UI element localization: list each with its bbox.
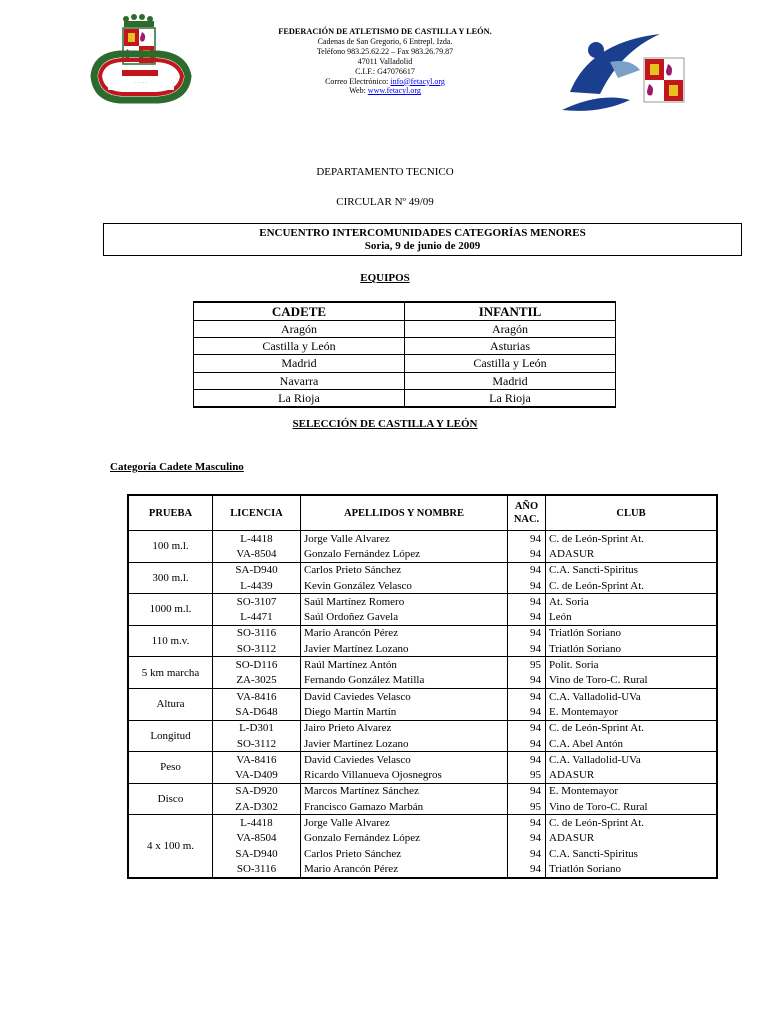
licence-cell: L-4418 [213,815,301,831]
birth-year-cell: 94 [508,609,546,625]
athlete-name-cell: Jorge Valle Alvarez [301,531,508,547]
club-cell: Vino de Toro-C. Rural [546,799,718,815]
birth-year-cell: 94 [508,861,546,877]
table-row [128,720,717,736]
web-label: Web: [349,86,368,96]
athlete-name-cell: David Caviedes Velasco [301,688,508,704]
svg-text:· · · · ·: · · · · · [135,80,147,85]
licence-cell: L-4471 [213,609,301,625]
table-row [128,578,717,594]
athlete-name-cell: Carlos Prieto Sánchez [301,562,508,578]
teams-header-cadete: CADETE [194,302,405,321]
federation-address: Cadenas de San Gregorio, 6 Entrepl. Izda. [317,36,453,46]
licence-cell: L-4439 [213,578,301,594]
team-cell: La Rioja [405,389,616,407]
category-heading: Categoría Cadete Masculino [110,461,244,473]
licence-cell: VA-8416 [213,752,301,768]
licence-cell: SO-D116 [213,657,301,673]
licence-cell: SO-3112 [213,641,301,657]
athlete-name-cell: Fernando González Matilla [301,673,508,689]
birth-year-cell: 94 [508,625,546,641]
licence-cell: SA-D940 [213,562,301,578]
web-link[interactable]: www.fetacyl.org [367,86,421,96]
athlete-name-cell: Javier Martínez Lozano [301,736,508,752]
club-cell: C.A. Valladolid-UVa [546,752,718,768]
department-label: DEPARTAMENTO TECNICO [316,166,454,178]
table-row [128,783,717,799]
club-cell: C. de León-Sprint At. [546,531,718,547]
team-cell: Madrid [194,355,405,372]
licence-cell: SO-3116 [213,861,301,877]
col-header-licencia: LICENCIA [213,495,301,531]
federation-phone: Teléfono 983.25.62.22 – Fax 983.26.79.87 [316,46,454,56]
athlete-name-cell: Marcos Martínez Sánchez [301,783,508,799]
col-header-prueba: PRUEBA [128,495,213,531]
event-name-cell: Longitud [128,720,213,752]
results-table [127,494,718,879]
event-title-box [103,223,742,256]
birth-year-cell: 94 [508,846,546,861]
table-row [128,625,717,641]
licence-cell: SO-3116 [213,625,301,641]
birth-year-cell: 94 [508,546,546,562]
col-header-ano: AÑO NAC. [508,495,546,531]
licence-cell: SO-3107 [213,594,301,610]
birth-year-cell: 94 [508,720,546,736]
col-header-nombre: APELLIDOS Y NOMBRE [301,495,508,531]
athlete-name-cell: Jairo Prieto Alvarez [301,720,508,736]
club-cell: C. de León-Sprint At. [546,720,718,736]
birth-year-cell: 95 [508,767,546,783]
team-cell: La Rioja [194,389,405,407]
athlete-name-cell: Carlos Prieto Sánchez [301,846,508,861]
federation-logo [86,14,196,116]
licence-cell: SA-D920 [213,783,301,799]
teams-heading: EQUIPOS [360,272,410,284]
licence-cell: L-D301 [213,720,301,736]
licence-cell: L-4418 [213,531,301,547]
col-header-club: CLUB [546,495,718,531]
email-link[interactable]: info@fetacyl.org [390,76,445,86]
team-cell: Castilla y León [405,355,616,372]
event-name-cell: 110 m.v. [128,625,213,657]
selection-heading: SELECCIÓN DE CASTILLA Y LEÓN [292,418,478,430]
castilla-leon-logo [560,22,692,118]
circular-number: CIRCULAR Nº 49/09 [336,196,434,208]
club-cell: E. Montemayor [546,704,718,720]
licence-cell: ZA-D302 [213,799,301,815]
licence-cell: SA-D648 [213,704,301,720]
club-cell: E. Montemayor [546,783,718,799]
event-name-cell: 100 m.l. [128,531,213,563]
federation-email-line [240,77,530,87]
athlete-name-cell: Gonzalo Fernández López [301,831,508,846]
federation-header [240,27,530,96]
birth-year-cell: 94 [508,562,546,578]
event-place-date: Soria, 9 de junio de 2009 [364,240,481,252]
federation-web-line [240,86,530,96]
event-name-cell: Altura [128,688,213,720]
athlete-name-cell: Jorge Valle Alvarez [301,815,508,831]
club-cell: C.A. Sancti-Spiritus [546,846,718,861]
teams-header-infantil: INFANTIL [405,302,616,321]
table-row [128,641,717,657]
federation-name: FEDERACIÓN DE ATLETISMO DE CASTILLA Y LEÓN. [278,27,492,36]
table-row [128,815,717,831]
table-row [128,861,717,877]
birth-year-cell: 94 [508,531,546,547]
table-row [128,752,717,768]
birth-year-cell: 94 [508,578,546,594]
team-cell: Madrid [405,372,616,389]
table-row [128,594,717,610]
table-row [128,831,717,846]
table-row [128,767,717,783]
athlete-name-cell: Diego Martín Martín [301,704,508,720]
licence-cell: SA-D940 [213,846,301,861]
club-cell: C.A. Valladolid-UVa [546,688,718,704]
club-cell: Triatlón Soriano [546,641,718,657]
event-name-cell: Disco [128,783,213,815]
club-cell: Triatlón Soriano [546,861,718,877]
birth-year-cell: 94 [508,783,546,799]
teams-table [193,301,616,408]
team-cell: Aragón [405,321,616,338]
athlete-name-cell: Ricardo Villanueva Ojosnegros [301,767,508,783]
team-cell: Aragón [194,321,405,338]
team-cell: Asturias [405,338,616,355]
table-row [128,531,717,547]
table-row [128,799,717,815]
table-row [128,546,717,562]
email-label: Correo Electrónico: [325,76,391,86]
athlete-name-cell: Raúl Martínez Antón [301,657,508,673]
athlete-name-cell: Saúl Martínez Romero [301,594,508,610]
athlete-name-cell: David Caviedes Velasco [301,752,508,768]
event-name-cell: Peso [128,752,213,784]
birth-year-cell: 94 [508,736,546,752]
birth-year-cell: 94 [508,641,546,657]
club-cell: At. Soria [546,594,718,610]
athlete-name-cell: Mario Arancón Pérez [301,625,508,641]
team-cell: Castilla y León [194,338,405,355]
birth-year-cell: 94 [508,688,546,704]
event-name-cell: 5 km marcha [128,657,213,689]
birth-year-cell: 94 [508,594,546,610]
club-cell: C.A. Sancti-Spiritus [546,562,718,578]
table-row [128,673,717,689]
team-cell: Navarra [194,372,405,389]
event-title: ENCUENTRO INTERCOMUNIDADES CATEGORÍAS MENORES [259,227,586,239]
athlete-name-cell: Mario Arancón Pérez [301,861,508,877]
club-cell: C.A. Abel Antón [546,736,718,752]
table-row [128,846,717,861]
athlete-name-cell: Javier Martínez Lozano [301,641,508,657]
club-cell: Polit. Soria [546,657,718,673]
club-cell: ADASUR [546,546,718,562]
licence-cell: VA-D409 [213,767,301,783]
table-row [128,704,717,720]
club-cell: ADASUR [546,767,718,783]
club-cell: Vino de Toro-C. Rural [546,673,718,689]
licence-cell: VA-8504 [213,831,301,846]
athlete-name-cell: Kevin González Velasco [301,578,508,594]
table-row [128,736,717,752]
licence-cell: VA-8416 [213,688,301,704]
athlete-name-cell: Gonzalo Fernández López [301,546,508,562]
table-row [128,609,717,625]
club-cell: León [546,609,718,625]
table-row [128,688,717,704]
event-name-cell: 1000 m.l. [128,594,213,626]
event-name-cell: 4 x 100 m. [128,815,213,878]
birth-year-cell: 94 [508,752,546,768]
table-row [128,562,717,578]
club-cell: ADASUR [546,831,718,846]
birth-year-cell: 95 [508,657,546,673]
club-cell: Triatlón Soriano [546,625,718,641]
federation-cif: C.I.F.: G47076617 [355,66,415,76]
athlete-name-cell: Saúl Ordoñez Gavela [301,609,508,625]
birth-year-cell: 94 [508,831,546,846]
club-cell: C. de León-Sprint At. [546,815,718,831]
athlete-name-cell: Francisco Gamazo Marbán [301,799,508,815]
birth-year-cell: 94 [508,704,546,720]
birth-year-cell: 94 [508,815,546,831]
club-cell: C. de León-Sprint At. [546,578,718,594]
licence-cell: SO-3112 [213,736,301,752]
table-row [128,657,717,673]
federation-city: 47011 Valladolid [357,56,413,66]
birth-year-cell: 95 [508,799,546,815]
event-name-cell: 300 m.l. [128,562,213,594]
birth-year-cell: 94 [508,673,546,689]
licence-cell: VA-8504 [213,546,301,562]
licence-cell: ZA-3025 [213,673,301,689]
